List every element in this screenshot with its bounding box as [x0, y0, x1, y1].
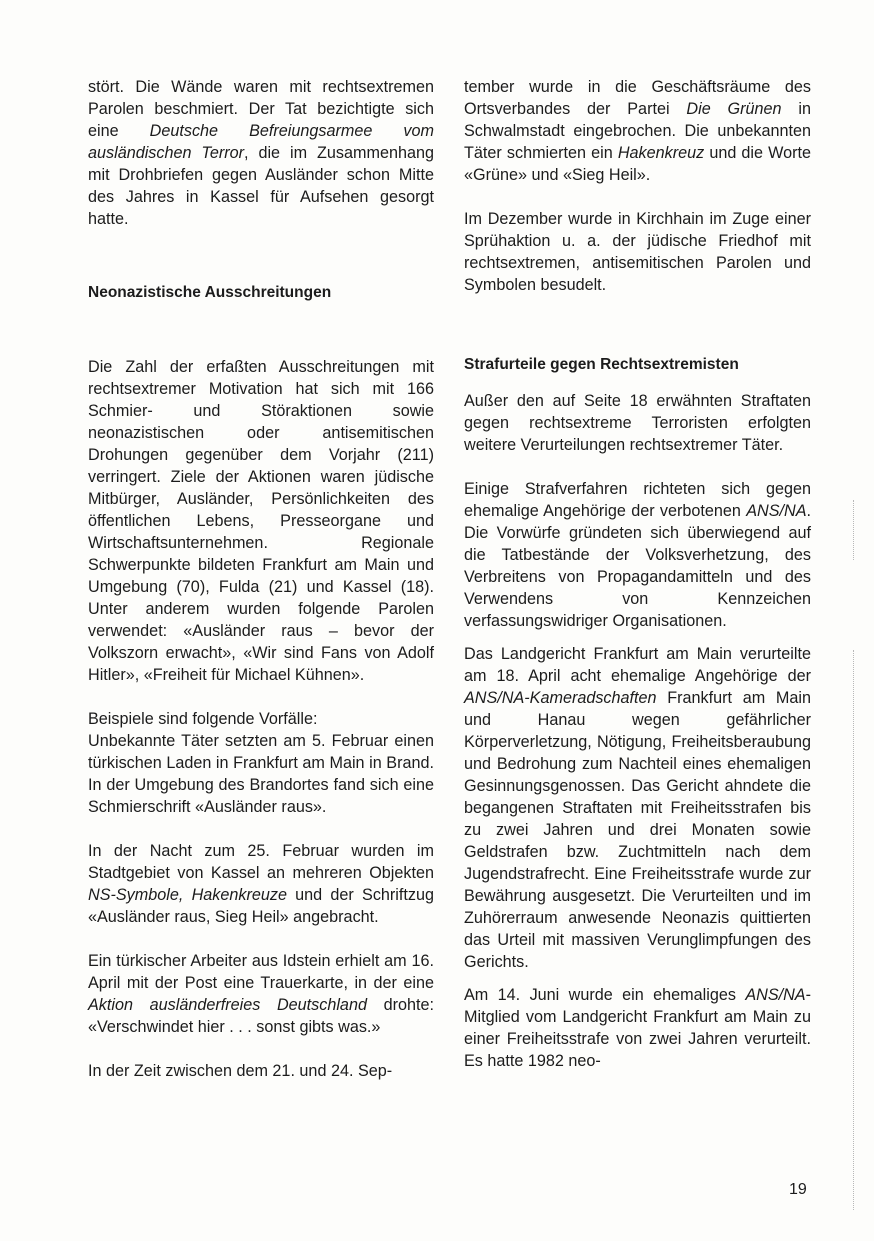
paragraph: Das Landgericht Frankfurt am Main verurteilte am 18. April acht ehemalige Angehörige der ANS/NA-Kameradschaften Frankfurt am Main und Hanau wegen gefährlicher Körperverletzung, Nötigung, Freiheitsberaubung und Bedrohung zum Nachteil eines ehemaligen Gesinnungsgenossen. Das Gericht ahndete die begangenen Straftaten mit Freiheitsstrafen bis zu zwei Jahren und drei Monaten sowie Geldstrafen bzw. Zuchtmitteln nach dem Jugendstrafrecht. Eine Freiheitsstrafe wurde zur Bewährung ausgesetzt. Die Verurteilten und im Zuhörerraum anwesende Neonazis quittierten das Urteil mit massiven Verunglimpfungen des Gerichts. — [464, 645, 811, 971]
paragraph: In der Zeit zwischen dem 21. und 24. Sep- — [88, 1062, 393, 1080]
paragraph: In der Nacht zum 25. Februar wurden im Stadtgebiet von Kassel an mehreren Objekten NS-Symbole, Hakenkreuze und der Schriftzug «Ausländer raus, Sieg Heil» angebracht. — [88, 842, 434, 926]
paragraph: Im Dezember wurde in Kirchhain im Zuge einer Sprühaktion u. a. der jüdische Friedhof mit rechtsextremen, antisemitischen Parolen und Symbolen besudelt. — [464, 210, 811, 294]
paragraph: Einige Strafverfahren richteten sich gegen ehemalige Angehörige der verbotenen ANS/NA. Die Vorwürfe gründeten sich überwiegend auf die Tatbestände der Volksverhetzung, des Verbreitens von Propagandamitteln und des Verwendens von Kennzeichen verfassungswidriger Organisationen. — [464, 480, 811, 630]
paragraph: stört. Die Wände waren mit rechtsextremen Parolen beschmiert. Der Tat bezichtigte sich eine Deutsche Befreiungsarmee vom ausländischen Terror, die im Zusammenhang mit Drohbriefen gegen Ausländer schon Mitte des Jahres in Kassel für Aufsehen gesorgt hatte. — [88, 78, 434, 228]
left-column — [88, 76, 434, 1082]
section-heading: Strafurteile gegen Rechtsextremisten — [464, 356, 739, 373]
paragraph: Die Zahl der erfaßten Ausschreitungen mit rechtsextremer Motivation hat sich mit 166 Schmier- und Störaktionen sowie neonazistischen oder antisemitischen Drohungen gegenüber dem Vorjahr (211) verringert. Ziele der Aktionen waren jüdische Mitbürger, Ausländer, Persönlichkeiten des öffentlichen Lebens, Presseorgane und Wirtschaftsunternehmen. Regionale Schwerpunkte bildeten Frankfurt am Main und Umgebung (70), Fulda (21) und Kassel (18). Unter anderem wurden folgende Parolen verwendet: «Ausländer raus – bevor der Volkszorn erwacht», «Wir sind Fans von Adolf Hitler», «Freiheit für Michael Kühnen». — [88, 358, 434, 684]
paragraph: tember wurde in die Geschäftsräume des Ortsverbandes der Partei Die Grünen in Schwalmstadt eingebrochen. Die unbekannten Täter schmierten ein Hakenkreuz und die Worte «Grüne» und «Sieg Heil». — [464, 78, 812, 184]
section-heading: Neonazistische Ausschreitungen — [88, 284, 332, 301]
page-number: 19 — [789, 1181, 807, 1198]
scan-edge-mark — [853, 650, 855, 1210]
paragraph: Ein türkischer Arbeiter aus Idstein erhielt am 16. April mit der Post eine Trauerkarte, in der eine Aktion ausländerfreies Deutschland drohte: «Verschwindet hier . . . sonst gibts was.» — [88, 952, 434, 1036]
right-column — [464, 76, 811, 1072]
paragraph: Außer den auf Seite 18 erwähnten Straftaten gegen rechtsextreme Terroristen erfolgten weitere Verurteilungen rechtsextremer Täter. — [464, 392, 811, 454]
paragraph: Unbekannte Täter setzten am 5. Februar einen türkischen Laden in Frankfurt am Main in Brand. In der Umgebung des Brandortes fand sich eine Schmierschrift «Ausländer raus». — [88, 732, 434, 816]
paragraph: Am 14. Juni wurde ein ehemaliges ANS/NA-Mitglied vom Landgericht Frankfurt am Main zu einer Freiheitsstrafe von zwei Jahren verurteilt. Es hatte 1982 neo- — [464, 986, 811, 1070]
scan-edge-mark — [853, 500, 855, 560]
paragraph-intro: Beispiele sind folgende Vorfälle: — [88, 710, 318, 728]
